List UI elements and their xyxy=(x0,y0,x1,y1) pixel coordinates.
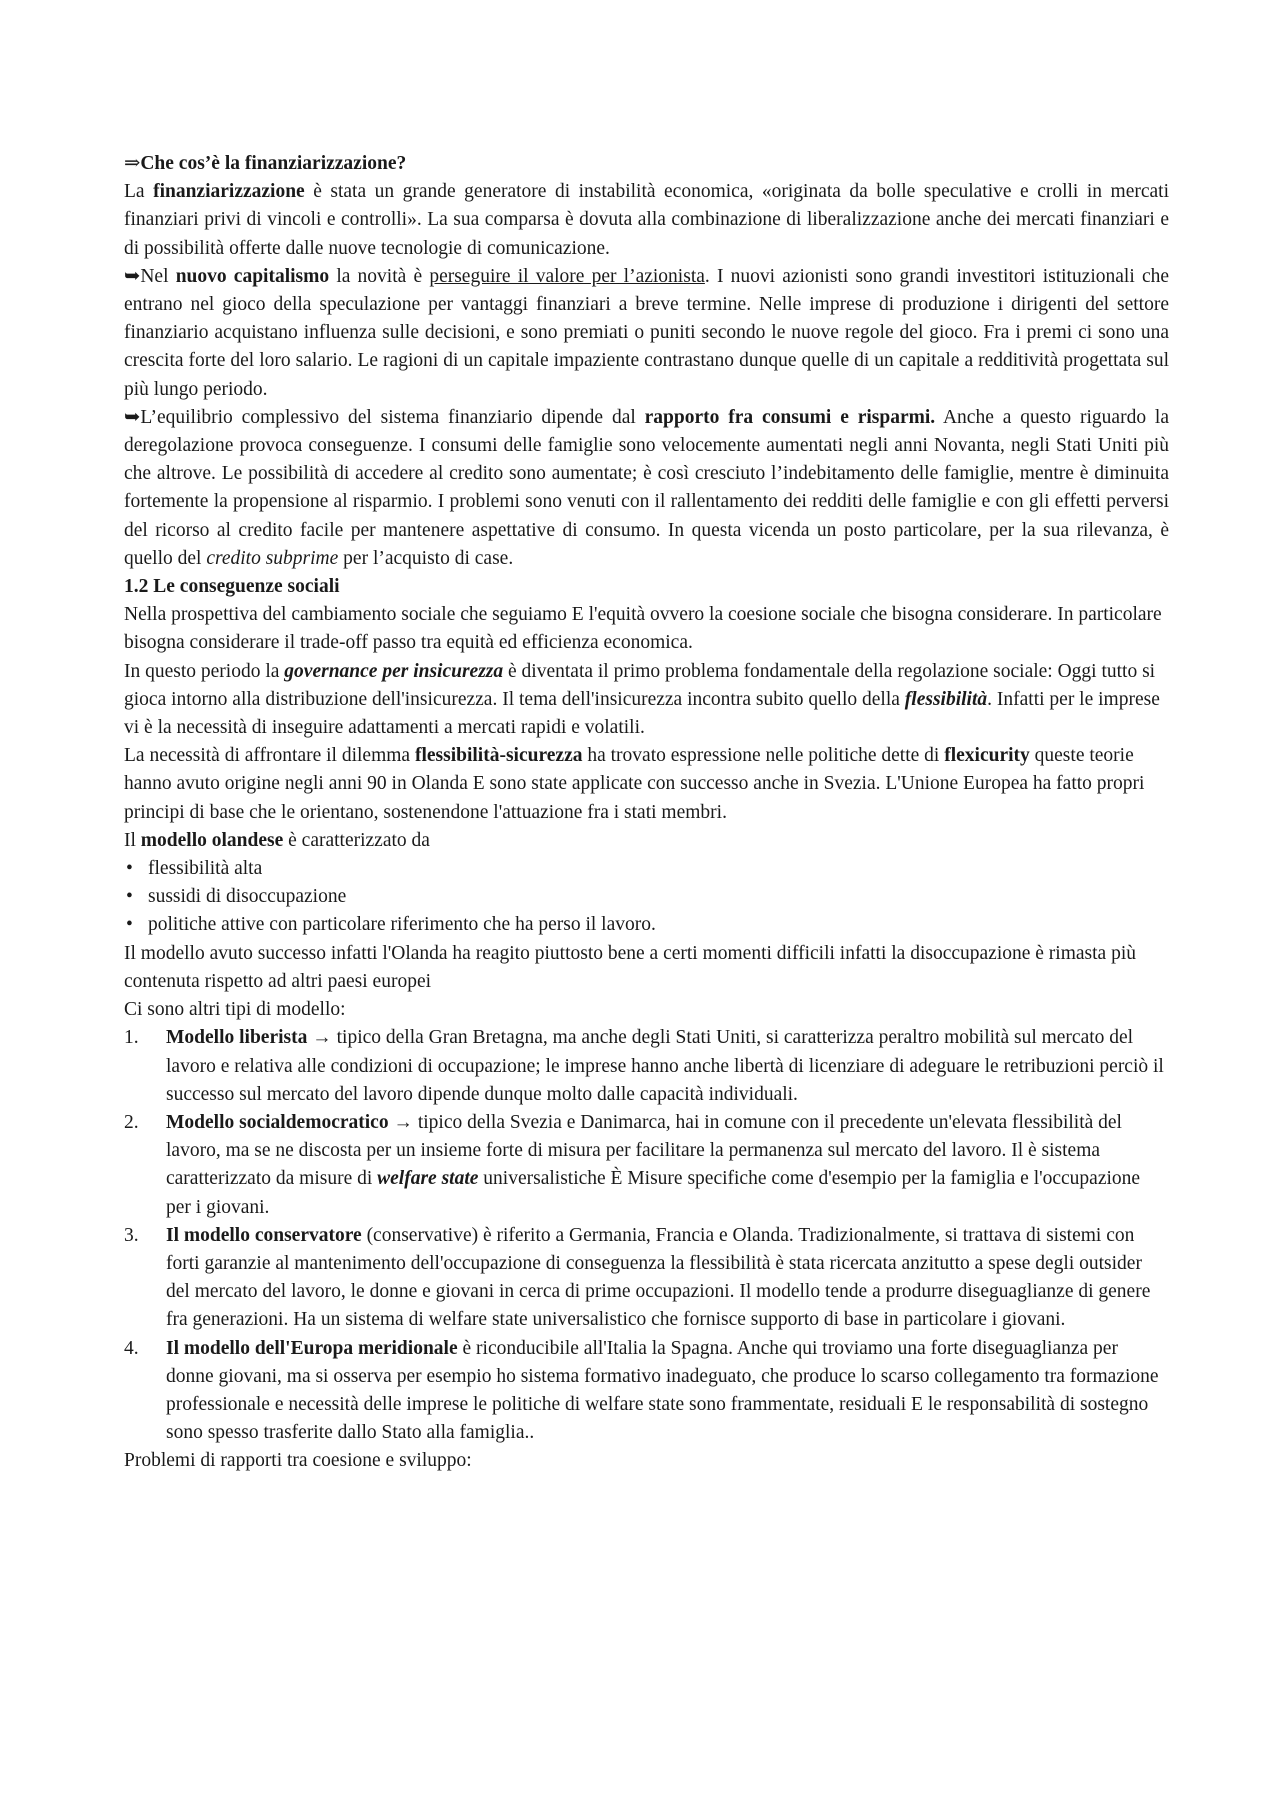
section-heading-finanziarizzazione: ⇒Che cos’è la finanziarizzazione? xyxy=(124,150,1169,178)
paragraph-altri-modelli: Ci sono altri tipi di modello: xyxy=(124,999,346,1021)
paragraph-successo: Il modello avuto successo infatti l'Olanda ha reagito piuttosto bene a certi momenti difficili infatti la disoccupazione è rimasta più contenuta rispetto ad altri paesi europei xyxy=(124,942,1136,992)
bullet-list xyxy=(124,855,1169,940)
paragraph-nuovo-capitalismo: ➥Nel nuovo capitalismo la novità è perseguire il valore per l’azionista. I nuovi azionisti sono grandi investitori istituzionali che entrano nel gioco della speculazione per vantaggi finanziari a breve termine. Nelle imprese di produzione i dirigenti del settore finanziario acquistano influenza sulle decisioni, e sono premiati o puniti secondo le nuove regole del gioco. Fra i premi ci sono una crescita forte del loro salario. Le ragioni di un capitale impaziente contrastano dunque quelle di un capitale a redditività progettata sul più lungo periodo. xyxy=(124,263,1169,404)
paragraph-flexicurity: La necessità di affrontare il dilemma flessibilità-sicurezza ha trovato espressione nelle politiche dette di flexicurity queste teorie hanno avuto origine negli anni 90 in Olanda E sono state applicate con successo anche in Svezia. L'Unione Europea ha fatto propri principi di base che le orientano, sostenendone l'attuazione fra i stati membri. xyxy=(124,745,1145,823)
list-item: • sussidi di disoccupazione xyxy=(124,883,1169,911)
right-arrow-icon: → xyxy=(312,1027,332,1049)
paragraph-finanziarizzazione: La finanziarizzazione è stata un grande generatore di instabilità economica, «originata da bolle speculative e crolli in mercati finanziari privi di vincoli e controlli». La sua comparsa è dovuta alla combinazione di liberalizzazione anche dei mercati finanziari e di possibilità offerte dalle nuove tecnologie di comunicazione. xyxy=(124,181,1169,259)
document-page xyxy=(124,150,1169,1476)
right-arrow-icon: → xyxy=(393,1111,413,1133)
paragraph-modello-olandese: Il modello olandese è caratterizzato da xyxy=(124,829,430,851)
list-item-modello-liberista: 1. Modello liberista → tipico della Gran Bretagna, ma anche degli Stati Uniti, si caratterizza peraltro mobilità sul mercato del lavoro e relativa alle condizioni di occupazione; le imprese hanno anche libertà di licenziare di adeguare le retribuzioni perciò il successo sul mercato del lavoro dipende dunque molto dalle capacità individuali. xyxy=(124,1027,1164,1105)
list-item-modello-meridionale: 4. Il modello dell'Europa meridionale è riconducibile all'Italia la Spagna. Anche qui troviamo una forte diseguaglianza per donne giovani, ma si osserva per esempio ho sistema formativo inadeguato, che produce lo scarso collegamento tra formazione professionale e necessità delle imprese le politiche di welfare state sono frammentate, residuali E le responsabilità di sostegno sono spesso trasferite dallo Stato alla famiglia.. xyxy=(124,1337,1159,1444)
paragraph-governance: In questo periodo la governance per insicurezza è diventata il primo problema fondamentale della regolazione sociale: Oggi tutto si gioca intorno alla distribuzione dell'insicurezza. Il tema dell'insicurezza incontra subito quello della flessibilità. Infatti per le imprese vi è la necessità di inseguire adattamenti a mercati rapidi e volatili. xyxy=(124,660,1160,739)
list-item: • flessibilità alta xyxy=(124,855,1169,883)
list-item: • politiche attive con particolare riferimento che ha perso il lavoro. xyxy=(124,911,1169,939)
section-heading-conseguenze: 1.2 Le conseguenze sociali xyxy=(124,576,340,598)
curved-arrow-icon: ➥ xyxy=(124,265,141,287)
double-arrow-icon: ⇒ xyxy=(124,153,141,174)
paragraph-problemi: Problemi di rapporti tra coesione e sviluppo: xyxy=(124,1450,472,1472)
curved-arrow-icon: ➥ xyxy=(124,406,141,428)
paragraph-prospettiva: Nella prospettiva del cambiamento sociale che seguiamo E l'equità ovvero la coesione sociale che bisogna considerare. In particolare bisogna considerare il trade-off passo tra equità ed efficienza economica. xyxy=(124,604,1162,654)
numbered-list xyxy=(124,1024,1169,1447)
list-item-modello-socialdemocratico: 2. Modello socialdemocratico → tipico della Svezia e Danimarca, hai in comune con il precedente un'elevata flessibilità del lavoro, ma se ne discosta per un insieme forte di misura per facilitare la permanenza sul mercato del lavoro. Il è sistema caratterizzato da misure di welfare state universalistiche È Misure specifiche come d'esempio per la famiglia e l'occupazione per i giovani. xyxy=(124,1111,1141,1218)
paragraph-equilibrio: ➥L’equilibrio complessivo del sistema finanziario dipende dal rapporto fra consumi e risparmi. Anche a questo riguardo la deregolazione provoca conseguenze. I consumi delle famiglie sono velocemente aumentati negli anni Novanta, negli Stati Uniti più che altrove. Le possibilità di accedere al credito sono aumentate; è così cresciuto l’indebitamento delle famiglie, mentre è diminuita fortemente la propensione al risparmio. I problemi sono venuti con il rallentamento dei redditi delle famiglie e con gli effetti perversi del ricorso al credito facile per mantenere aspettative di consumo. In questa vicenda un posto particolare, per la sua rilevanza, è quello del credito subprime per l’acquisto di case. xyxy=(124,404,1169,573)
list-item-modello-conservatore: 3. Il modello conservatore (conservative) è riferito a Germania, Francia e Olanda. Tradizionalmente, si trattava di sistemi con forti garanzie al mantenimento dell'occupazione di conseguenza la flessibilità è stata ricercata anzitutto a spese degli outsider del mercato del lavoro, le donne e giovani in cerca di prime occupazioni. Il modello tende a produrre diseguaglianze di genere fra generazioni. Ha un sistema di welfare state universalistico che fornisce supporto di base in particolare i giovani. xyxy=(124,1224,1151,1331)
